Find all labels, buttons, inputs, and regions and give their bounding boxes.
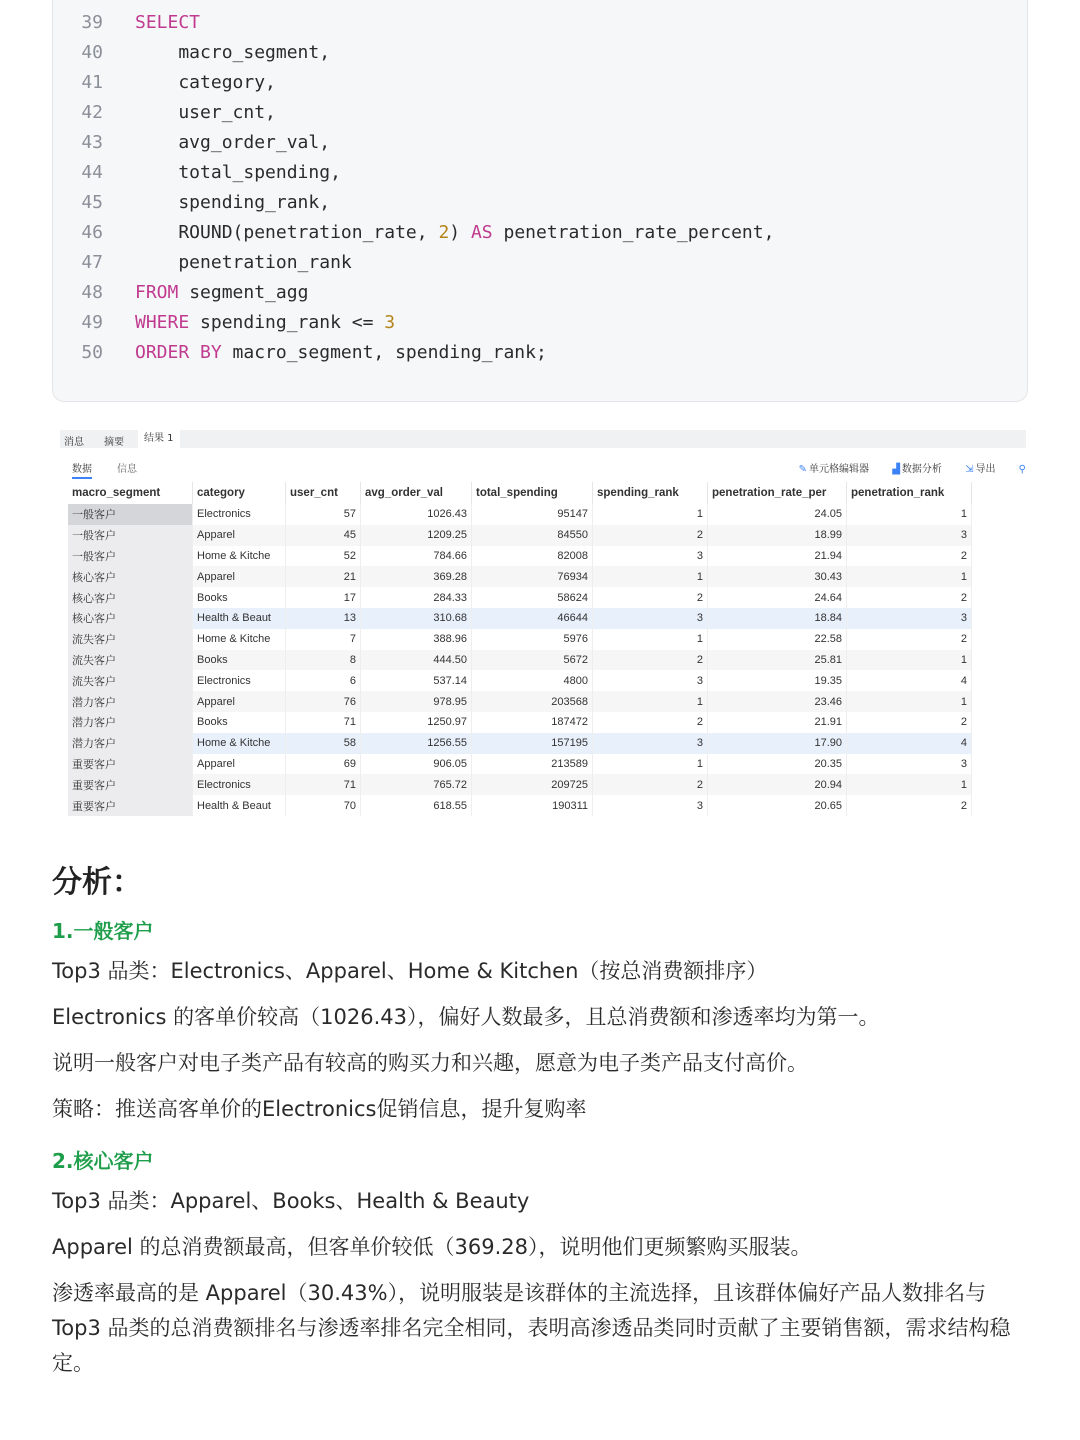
table-row[interactable] (68, 691, 972, 712)
subtab-info[interactable]: 信息 (117, 464, 137, 475)
table-cell[interactable]: 1 (847, 504, 972, 525)
table-cell[interactable]: Electronics (193, 670, 286, 691)
table-cell[interactable]: 76 (286, 691, 361, 712)
sql-keyword: SELECT (135, 12, 201, 33)
table-row[interactable] (68, 712, 972, 733)
table-cell[interactable]: 3 (593, 546, 708, 567)
column-header[interactable]: spending_rank (593, 482, 708, 504)
sql-number: 3 (384, 312, 396, 333)
result-tabs (60, 430, 1026, 448)
table-cell[interactable]: Home & Kitche (193, 629, 286, 650)
table-cell[interactable]: 3 (593, 795, 708, 816)
table-cell[interactable]: 24.64 (708, 587, 847, 608)
sql-text: user_cnt, (135, 102, 276, 123)
table-cell[interactable]: 7 (286, 629, 361, 650)
tab-result-1[interactable]: 结果 1 (138, 430, 180, 448)
table-cell[interactable]: 一般客户 (68, 546, 193, 567)
table-cell[interactable]: Books (193, 587, 286, 608)
table-header (68, 482, 972, 504)
column-header[interactable]: avg_order_val (361, 482, 472, 504)
table-cell[interactable]: 重要客户 (68, 774, 193, 795)
tab-messages[interactable]: 消息 (64, 437, 84, 448)
table-cell[interactable]: 1 (847, 774, 972, 795)
table-cell[interactable]: 重要客户 (68, 754, 193, 775)
table-row[interactable] (68, 587, 972, 608)
table-cell[interactable]: 784.66 (361, 546, 472, 567)
code-line (53, 98, 276, 128)
cell-editor-button[interactable] (789, 464, 869, 475)
table-cell[interactable]: 4 (847, 670, 972, 691)
section-general-top3: Top3 品类：Electronics、Apparel、Home & Kitchen（按总消费额排序） (52, 959, 768, 983)
table-cell[interactable]: 4800 (472, 670, 593, 691)
table-cell[interactable]: 17.90 (708, 733, 847, 754)
chart-icon: ▟ (892, 464, 900, 475)
table-cell[interactable]: 重要客户 (68, 795, 193, 816)
table-cell[interactable]: 流失客户 (68, 650, 193, 671)
section-core-title: 2.核心客户 (52, 1149, 154, 1173)
section-core-top3: Top3 品类：Apparel、Books、Health & Beauty (52, 1189, 530, 1213)
table-cell[interactable]: 71 (286, 774, 361, 795)
table-cell[interactable]: 906.05 (361, 754, 472, 775)
table-cell[interactable]: 1 (847, 691, 972, 712)
sql-text: segment_agg (178, 282, 309, 303)
table-cell[interactable]: 一般客户 (68, 525, 193, 546)
table-cell[interactable]: 369.28 (361, 566, 472, 587)
table-cell[interactable]: 4 (847, 733, 972, 754)
table-cell[interactable]: 22.58 (708, 629, 847, 650)
table-cell[interactable]: 76934 (472, 566, 593, 587)
table-cell[interactable]: 82008 (472, 546, 593, 567)
table-row[interactable] (68, 629, 972, 650)
table-cell[interactable]: 24.05 (708, 504, 847, 525)
table-row[interactable] (68, 650, 972, 671)
table-cell[interactable]: 1 (847, 650, 972, 671)
line-number: 42 (81, 102, 103, 123)
cell-editor-label: 单元格编辑器 (809, 464, 870, 475)
column-header[interactable]: total_spending (472, 482, 593, 504)
sql-number: 2 (438, 222, 450, 243)
section-general-insight: 说明一般客户对电子类产品有较高的购买力和兴趣，愿意为电子类产品支付高价。 (52, 1051, 808, 1075)
table-row[interactable] (68, 670, 972, 691)
table-cell[interactable]: 209725 (472, 774, 593, 795)
sql-text: category, (135, 72, 276, 93)
section-general-strategy: 策略：推送高客单价的Electronics促销信息，提升复购率 (52, 1097, 587, 1121)
edit-icon: ✎ (798, 464, 808, 475)
table-cell[interactable]: 25.81 (708, 650, 847, 671)
column-header[interactable]: user_cnt (286, 482, 361, 504)
table-cell[interactable]: 2 (847, 712, 972, 733)
code-line (53, 248, 352, 278)
data-analysis-button[interactable] (882, 464, 942, 475)
line-number: 40 (81, 42, 103, 63)
table-cell[interactable]: Health & Beaut (193, 608, 286, 629)
table-cell[interactable]: 1256.55 (361, 733, 472, 754)
section-core-finding: Apparel 的总消费额最高，但客单价较低（369.28），说明他们更频繁购买服装。 (52, 1235, 812, 1259)
table-cell[interactable]: 潜力客户 (68, 691, 193, 712)
table-cell[interactable]: 203568 (472, 691, 593, 712)
line-number: 48 (81, 282, 103, 303)
pin-button[interactable] (1009, 464, 1026, 475)
code-line (53, 128, 330, 158)
line-number: 39 (81, 12, 103, 33)
table-cell[interactable]: 2 (593, 774, 708, 795)
table-cell[interactable]: 284.33 (361, 587, 472, 608)
table-cell[interactable]: 58624 (472, 587, 593, 608)
table-cell[interactable]: 21.94 (708, 546, 847, 567)
table-cell[interactable]: Books (193, 650, 286, 671)
export-button[interactable] (955, 464, 995, 475)
sql-keyword: WHERE (135, 312, 190, 333)
table-cell[interactable]: 57 (286, 504, 361, 525)
table-cell[interactable]: 52 (286, 546, 361, 567)
table-cell[interactable]: 3 (847, 525, 972, 546)
table-cell[interactable]: 30.43 (708, 566, 847, 587)
result-table (68, 482, 972, 816)
export-label: 导出 (975, 464, 996, 475)
table-cell[interactable]: 13 (286, 608, 361, 629)
table-cell[interactable]: Apparel (193, 691, 286, 712)
table-cell[interactable]: 2 (593, 587, 708, 608)
line-number: 44 (81, 162, 103, 183)
column-header[interactable]: penetration_rank (847, 482, 972, 504)
table-row[interactable] (68, 795, 972, 816)
data-analysis-label: 数据分析 (901, 464, 942, 475)
table-cell[interactable]: 45 (286, 525, 361, 546)
table-row[interactable] (68, 546, 972, 567)
analysis-title: 分析： (52, 865, 142, 900)
result-panel (60, 430, 1026, 822)
sql-text: avg_order_val, (135, 132, 331, 153)
line-number: 41 (81, 72, 103, 93)
table-cell[interactable]: 2 (593, 650, 708, 671)
table-cell[interactable]: 19.35 (708, 670, 847, 691)
export-icon: ⇲ (965, 464, 974, 475)
table-cell[interactable]: 18.84 (708, 608, 847, 629)
table-cell[interactable]: Apparel (193, 566, 286, 587)
line-number: 50 (81, 342, 103, 363)
table-cell[interactable]: 1209.25 (361, 525, 472, 546)
line-number: 43 (81, 132, 103, 153)
table-row[interactable] (68, 608, 972, 629)
table-cell[interactable]: 20.94 (708, 774, 847, 795)
table-cell[interactable]: Apparel (193, 754, 286, 775)
sql-text: penetration_rank (135, 252, 352, 273)
line-number: 49 (81, 312, 103, 333)
sql-keyword: FROM (135, 282, 179, 303)
table-cell[interactable]: 1026.43 (361, 504, 472, 525)
section-general-finding: Electronics 的客单价较高（1026.43），偏好人数最多，且总消费额和渗透率均为第一。 (52, 1005, 880, 1029)
table-cell[interactable]: 69 (286, 754, 361, 775)
table-cell[interactable]: 58 (286, 733, 361, 754)
table-cell[interactable]: 84550 (472, 525, 593, 546)
line-number: 45 (81, 192, 103, 213)
table-cell[interactable]: 537.14 (361, 670, 472, 691)
column-header[interactable]: penetration_rate_per (708, 482, 847, 504)
table-cell[interactable]: 3 (593, 670, 708, 691)
table-cell[interactable]: 310.68 (361, 608, 472, 629)
result-toolbar (779, 460, 1026, 475)
table-cell[interactable]: 23.46 (708, 691, 847, 712)
sql-text: macro_segment, spending_rank; (221, 342, 547, 363)
table-cell[interactable]: Home & Kitche (193, 733, 286, 754)
table-cell[interactable]: 190311 (472, 795, 593, 816)
table-cell[interactable]: Home & Kitche (193, 546, 286, 567)
sql-keyword: AS (470, 222, 493, 243)
table-cell[interactable]: 2 (847, 795, 972, 816)
table-cell[interactable]: Apparel (193, 525, 286, 546)
table-cell[interactable]: 444.50 (361, 650, 472, 671)
table-cell[interactable]: Electronics (193, 774, 286, 795)
table-cell[interactable]: 一般客户 (68, 504, 193, 525)
sql-text: penetration_rate_percent, (492, 222, 775, 243)
table-cell[interactable]: Health & Beaut (193, 795, 286, 816)
table-cell[interactable]: 潜力客户 (68, 712, 193, 733)
line-number: 47 (81, 252, 103, 273)
table-cell[interactable]: 核心客户 (68, 608, 193, 629)
table-cell[interactable]: 18.99 (708, 525, 847, 546)
table-cell[interactable]: 618.55 (361, 795, 472, 816)
table-cell[interactable]: 2 (593, 712, 708, 733)
table-cell[interactable]: 核心客户 (68, 587, 193, 608)
sql-text: spending_rank, (135, 192, 331, 213)
table-cell[interactable]: 5976 (472, 629, 593, 650)
table-cell[interactable]: 3 (847, 608, 972, 629)
table-cell[interactable]: 3 (593, 608, 708, 629)
table-cell[interactable]: 2 (593, 525, 708, 546)
table-cell[interactable]: 70 (286, 795, 361, 816)
sql-text: ) (449, 222, 471, 243)
code-line (53, 278, 308, 308)
table-cell[interactable]: 1 (847, 566, 972, 587)
table-cell[interactable]: 95147 (472, 504, 593, 525)
table-cell[interactable]: 3 (847, 754, 972, 775)
table-cell[interactable]: 17 (286, 587, 361, 608)
code-line (53, 8, 200, 38)
table-cell[interactable]: 2 (847, 629, 972, 650)
table-cell[interactable]: 核心客户 (68, 566, 193, 587)
table-cell[interactable]: 388.96 (361, 629, 472, 650)
table-cell[interactable]: 5672 (472, 650, 593, 671)
code-line (53, 68, 276, 98)
table-cell[interactable]: 187472 (472, 712, 593, 733)
table-cell[interactable]: 8 (286, 650, 361, 671)
table-cell[interactable]: 流失客户 (68, 629, 193, 650)
table-row[interactable] (68, 525, 972, 546)
table-row[interactable] (68, 566, 972, 587)
table-row[interactable] (68, 754, 972, 775)
table-cell[interactable]: 6 (286, 670, 361, 691)
table-cell[interactable]: 21 (286, 566, 361, 587)
table-cell[interactable]: 20.35 (708, 754, 847, 775)
code-line (53, 38, 330, 68)
table-cell[interactable]: 2 (847, 546, 972, 567)
code-line (53, 158, 341, 188)
table-cell[interactable]: Electronics (193, 504, 286, 525)
section-core-insight: 渗透率最高的是 Apparel（30.43%），说明服装是该群体的主流选择，且该群体偏好产品人数排名与Top3 品类的总消费额排名与渗透率排名完全相同，表明高渗透品类同时贡献了主要销售额，需求结构稳定。 (52, 1281, 1011, 1375)
table-cell[interactable]: 1 (593, 754, 708, 775)
table-cell[interactable]: 潜力客户 (68, 733, 193, 754)
table-cell[interactable]: 213589 (472, 754, 593, 775)
column-header[interactable]: category (193, 482, 286, 504)
table-cell[interactable]: 765.72 (361, 774, 472, 795)
table-cell[interactable]: 1 (593, 566, 708, 587)
code-line (53, 188, 330, 218)
table-cell[interactable]: Books (193, 712, 286, 733)
table-cell[interactable]: 1 (593, 504, 708, 525)
table-cell[interactable]: 157195 (472, 733, 593, 754)
sql-keyword: ORDER BY (135, 342, 222, 363)
section-general-title: 1.一般客户 (52, 919, 154, 943)
pin-icon: ⚲ (1018, 464, 1026, 475)
table-cell[interactable]: 流失客户 (68, 670, 193, 691)
table-row[interactable] (68, 774, 972, 795)
table-cell[interactable]: 1250.97 (361, 712, 472, 733)
code-line (53, 338, 547, 368)
analysis-section (52, 858, 1028, 1381)
code-line (53, 308, 395, 338)
sql-text: total_spending, (135, 162, 341, 183)
table-cell[interactable]: 21.91 (708, 712, 847, 733)
table-cell[interactable]: 1 (593, 691, 708, 712)
table-cell[interactable]: 20.65 (708, 795, 847, 816)
table-cell[interactable]: 978.95 (361, 691, 472, 712)
sql-text: ROUND(penetration_rate, (135, 222, 439, 243)
code-line (53, 218, 774, 248)
sql-text: macro_segment, (135, 42, 331, 63)
result-subtabs (60, 456, 1026, 476)
table-cell[interactable]: 71 (286, 712, 361, 733)
sql-text: spending_rank <= (189, 312, 385, 333)
sql-code-block (52, 0, 1028, 402)
tab-summary[interactable]: 摘要 (104, 437, 124, 448)
table-row[interactable] (68, 504, 972, 525)
table-cell[interactable]: 46644 (472, 608, 593, 629)
subtab-data[interactable]: 数据 (72, 460, 92, 479)
column-header[interactable]: macro_segment (68, 482, 193, 504)
line-number: 46 (81, 222, 103, 243)
table-row[interactable] (68, 733, 972, 754)
table-cell[interactable]: 2 (847, 587, 972, 608)
table-cell[interactable]: 1 (593, 629, 708, 650)
table-cell[interactable]: 3 (593, 733, 708, 754)
